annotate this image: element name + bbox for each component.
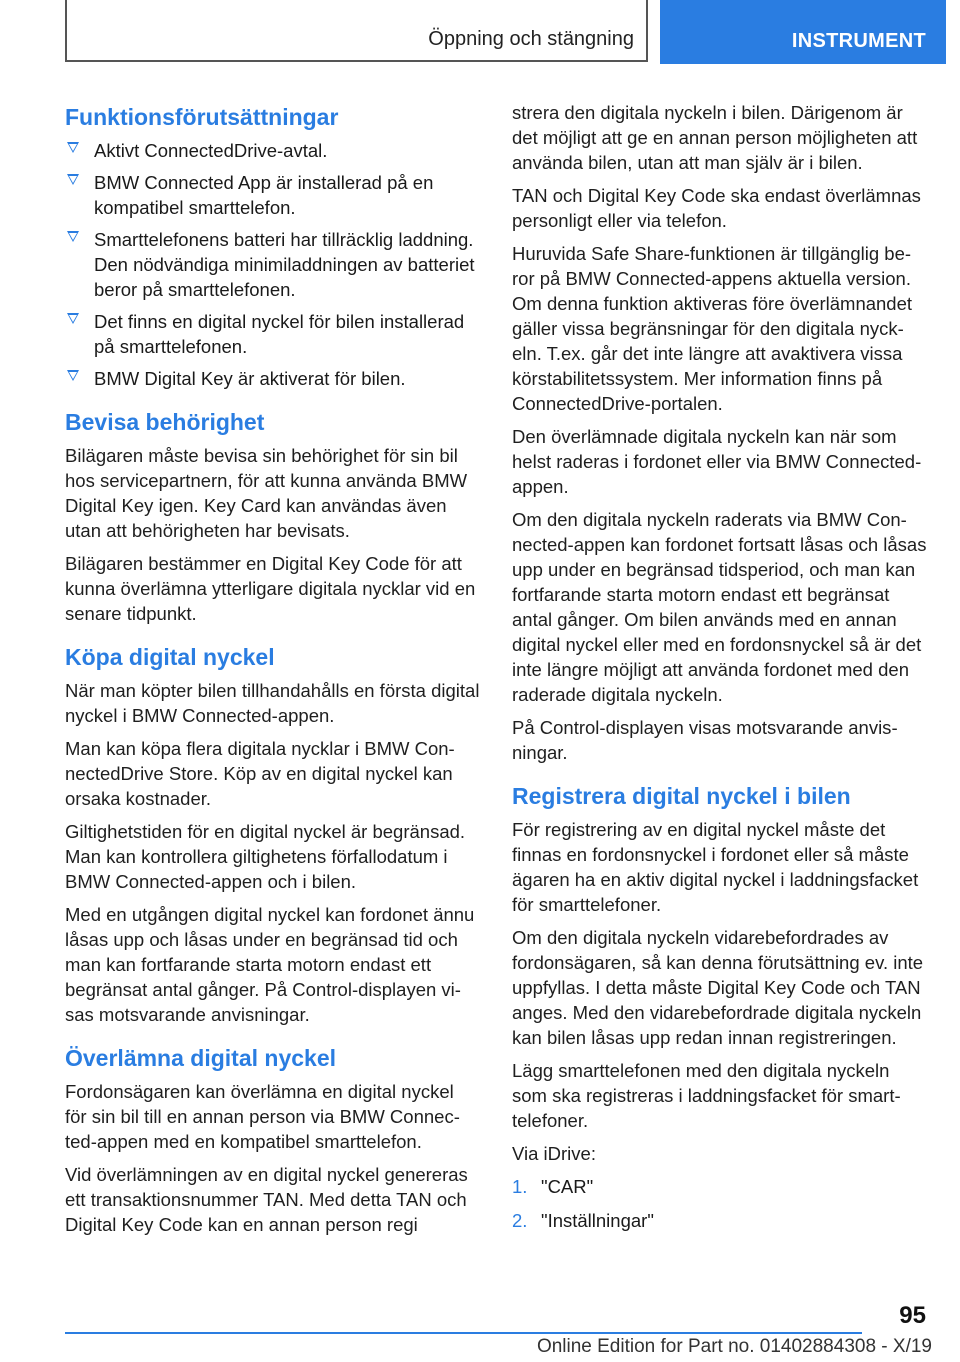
paragraph: Fordonsägaren kan överlämna en digital nyckel för sin bil till en annan person via BMW Connected-appen med en kompatibel smarttelefon. (65, 1081, 460, 1152)
triangle-bullet-icon (67, 370, 79, 381)
section-buy-digital-key (65, 640, 480, 1027)
step-number: 1. (512, 1176, 528, 1197)
paragraph: När man köpter bilen tillhandahålls en första digital nyckel i BMW Connected-appen. (65, 680, 480, 726)
triangle-bullet-icon (67, 174, 79, 185)
section-prerequisites (65, 100, 480, 391)
header-section-tab (65, 0, 648, 62)
paragraph: TAN och Digital Key Code ska endast överlämnas personligt eller via telefon. (512, 185, 921, 231)
triangle-bullet-icon (67, 142, 79, 153)
triangle-bullet-icon (67, 231, 79, 242)
paragraph: Om den digitala nyckeln vidarebefordrades av fordonsägaren, så kan denna förutsättning ev. inte uppfyllas. I detta måste Digital Key Code och TAN anges. Med den vidarebefordrade digitala nyckeln kan bilen låsas upp redan innan registreringen. (512, 927, 924, 1048)
list-item: BMW Digital Key är aktiverat för bilen. (65, 366, 480, 391)
paragraph: Huruvida Safe Share-funktionen är tillgänglig beror på BMW Connected-appens aktuella version. Om denna funktion aktiveras före överlämnandet gäller vissa begränsningar för den digitala nyckeln. T.ex. går det inte längre att avaktivera vissa körstabilitetssystem. Mer information finns på ConnectedDrive-portalen. (512, 243, 913, 414)
triangle-bullet-icon (67, 313, 79, 324)
paragraph: Om den digitala nyckeln raderats via BMW Connected-appen kan fordonet fortsatt låsas och låsas upp under en begränsad tidsperiod, och man kan fortfarande starta motorn endast ett begränsat antal gånger. Om bilen används med en annan digital nyckel eller med en fordonsnyckel så är det inte längre möjligt att använda fordonet med den raderade digitala nyckeln. (512, 509, 927, 705)
heading-register-digital-key: Registrera digital nyckel i bilen (512, 783, 851, 809)
paragraph: Giltighetstiden för en digital nyckel är begränsad. Man kan kontrollera giltighetens förfallodatum i BMW Connected-appen och i bilen. (65, 821, 466, 892)
paragraph: Man kan köpa flera digitala nycklar i BMW ConnectedDrive Store. Köp av en digital nyckel kan orsaka kostnader. (65, 738, 455, 809)
chapter-title: INSTRUMENT (791, 30, 926, 52)
paragraph: För registrering av en digital nyckel måste det finnas en fordonsnyckel i fordonet eller så måste ägaren ha en aktiv digital nyckel i laddningsfacket för smarttelefoner. (512, 819, 919, 915)
list-item: BMW Connected App är installerad på en kompatibel smarttelefon. (65, 170, 480, 220)
paragraph: Via iDrive: (512, 1143, 596, 1164)
heading-hand-over-digital-key: Överlämna digital nyckel (65, 1045, 337, 1071)
header-chapter-tab (660, 0, 946, 64)
footer-divider (65, 1332, 862, 1334)
paragraph: Med en utgången digital nyckel kan fordonet ännu låsas upp och låsas under en begränsad tid och man kan fortfarande starta motorn endast ett begränsat antal gånger. På Control-displayen visas motsvarande anvisningar. (65, 904, 475, 1025)
step-text: "CAR" (541, 1176, 594, 1197)
list-item: Smarttelefonens batteri har tillräcklig laddning. Den nödvändiga minimiladdningen av batteriet beror på smarttelefonen. (65, 227, 480, 302)
page-number: 95 (899, 1302, 926, 1329)
paragraph: strera den digitala nyckeln i bilen. Därigenom är det möjligt att ge en annan person möjligheten att använda bilen, utan att man själv är i bilen. (512, 102, 918, 173)
left-column (65, 100, 480, 1245)
step-item (512, 1174, 927, 1199)
section-title: Öppning och stängning (428, 28, 634, 50)
idrive-steps (512, 1174, 927, 1233)
step-item (512, 1208, 927, 1233)
section-prove-authorization (65, 405, 480, 626)
paragraph: Lägg smarttelefonen med den digitala nyckeln som ska registreras i laddningsfacket för smarttelefoner. (512, 1060, 901, 1131)
step-text: "Inställningar" (541, 1210, 654, 1231)
heading-buy-digital-key: Köpa digital nyckel (65, 644, 275, 670)
paragraph: På Control-displayen visas motsvarande anvisningar. (512, 717, 898, 763)
list-item: Aktivt ConnectedDrive-avtal. (65, 138, 480, 163)
prerequisite-list (65, 138, 480, 391)
heading-prove-authorization: Bevisa behörighet (65, 409, 265, 435)
step-number: 2. (512, 1210, 528, 1231)
paragraph: Vid överlämningen av en digital nyckel genereras ett transaktionsnummer TAN. Med detta TAN och Digital Key Code kan en annan person regi (65, 1164, 468, 1235)
list-item: Det finns en digital nyckel för bilen installerad på smarttelefonen. (65, 309, 480, 359)
heading-prerequisites: Funktionsförutsättningar (65, 104, 339, 130)
paragraph: Bilägaren måste bevisa sin behörighet för sin bil hos servicepartnern, för att kunna använda BMW Digital Key igen. Key Card kan användas även utan att behörigheten har bevisats. (65, 445, 468, 541)
paragraph: Den överlämnade digitala nyckeln kan när som helst raderas i fordonet eller via BMW Connected-appen. (512, 426, 922, 497)
section-register-digital-key (512, 779, 927, 1233)
right-column (512, 100, 927, 1242)
section-hand-over-digital-key (65, 1041, 480, 1237)
footer-edition-text: Online Edition for Part no. 01402884308 - X/19 (536, 1336, 932, 1357)
paragraph: Bilägaren bestämmer en Digital Key Code för att kunna överlämna ytterligare digitala nycklar vid en senare tidpunkt. (65, 553, 476, 624)
